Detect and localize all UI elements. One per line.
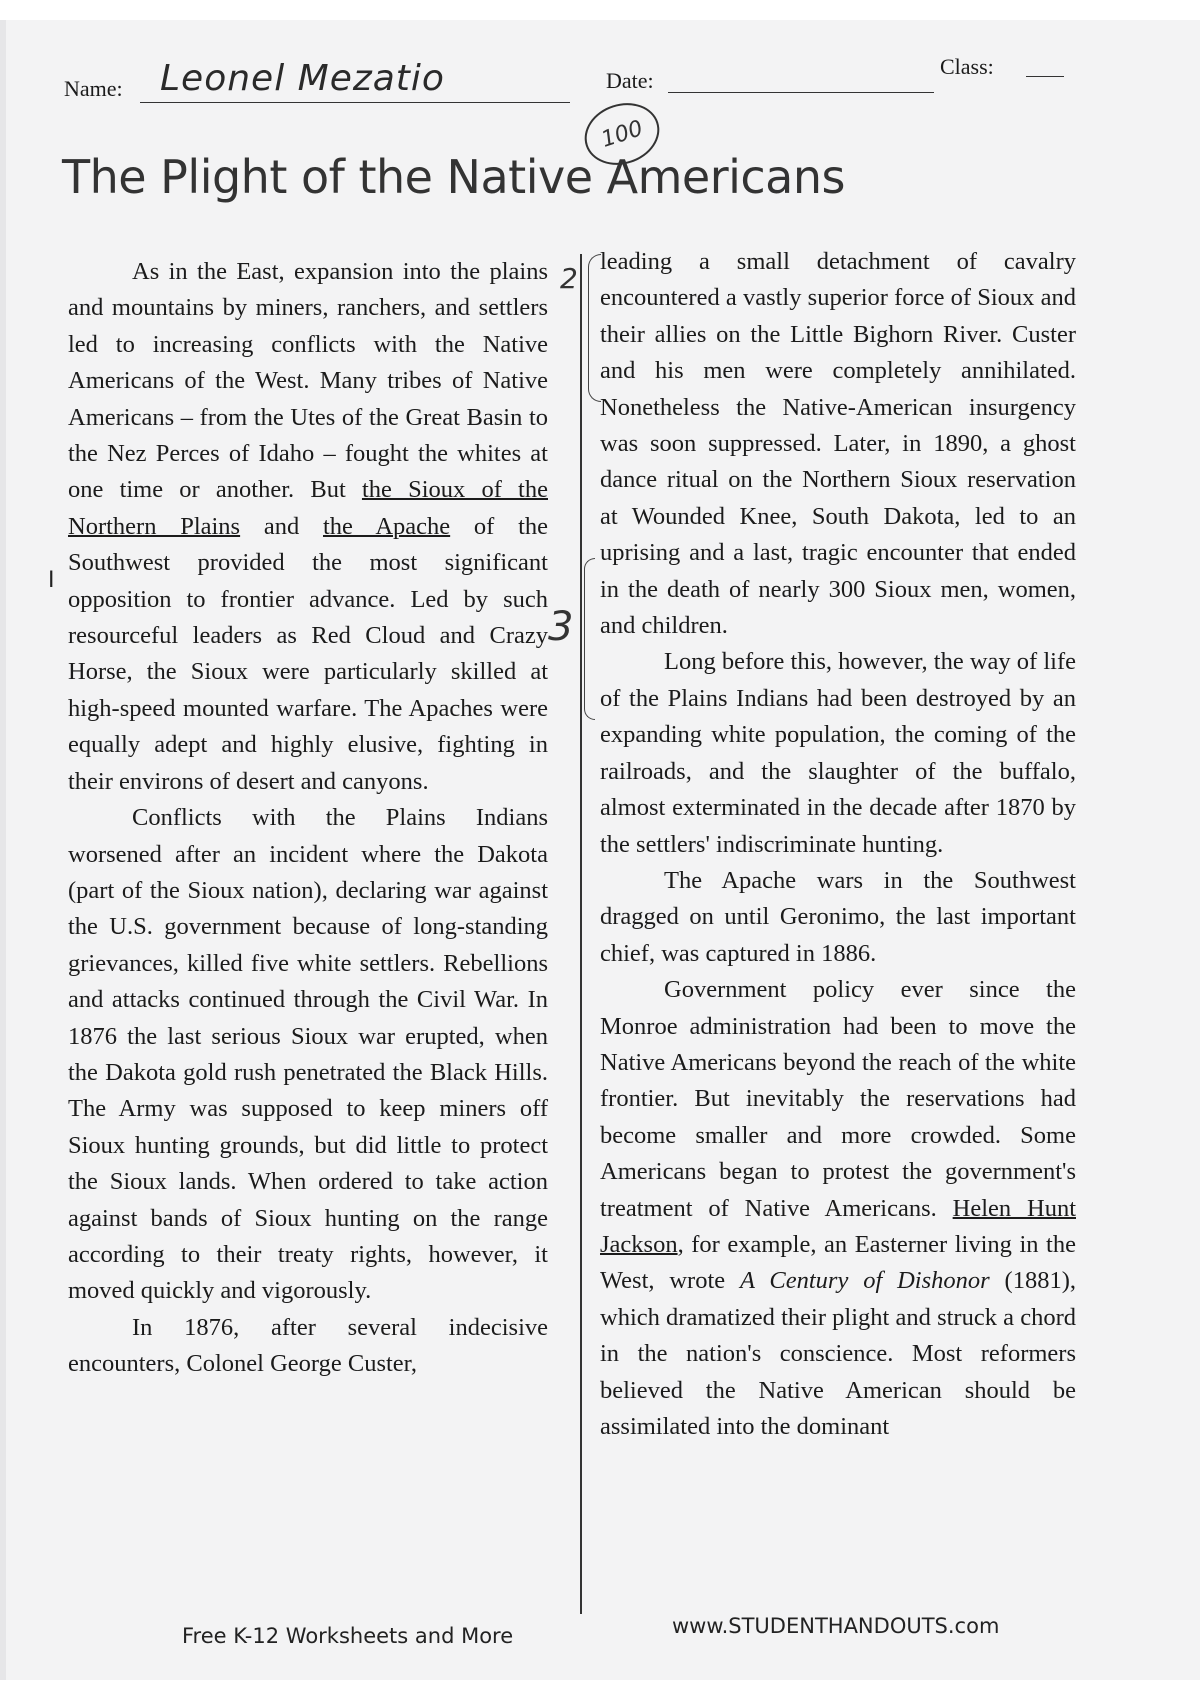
date-label: Date:: [606, 68, 654, 93]
name-line: [140, 102, 570, 103]
date-line: [668, 92, 934, 93]
grade-value: 100: [598, 115, 646, 153]
margin-number-3: 3: [548, 604, 574, 650]
book-title: A Century of Dishonor: [740, 1267, 990, 1295]
margin-tick-mark: I: [48, 568, 55, 593]
page-edge-shadow: [0, 20, 6, 1680]
margin-number-2: 2: [560, 262, 578, 295]
footer-website: www.STUDENTHANDOUTS.com: [672, 1614, 1000, 1638]
page-title: The Plight of the Native Americans: [62, 150, 845, 204]
name-label: Name:: [64, 76, 123, 101]
paragraph: As in the East, expansion into the plains and mountains by miners, ranchers, and settlers led to increasing conflicts with the Native Americans of the West. Many tribes of Native Americans – from the Utes of the Great Basin to the Nez Perces of Idaho – fought the whites at one time or another. But the Sioux of the Northern Plains and the Apache of the Southwest provided the most significant opposition to frontier advance. Led by such resourceful leaders as Red Cloud and Crazy Horse, the Sioux were particularly skilled at high-speed mounted warfare. The Apaches were equally adept and highly elusive, fighting in their environs of desert and canyons.: [68, 258, 549, 795]
paragraph: Conflicts with the Plains Indians worsened after an incident where the Dakota (part of the Sioux nation), declaring war against the U.S. government because of long-standing grievances, killed five white settlers. Rebellions and attacks continued through the Civil War. In 1876 the last serious Sioux war erupted, when the Dakota gold rush penetrated the Black Hills. The Army was supposed to keep miners off Sioux hunting grounds, but did little to protect the Sioux lands. When ordered to take action against bands of Sioux hunting on the range according to their treaty rights, however, it moved quickly and vigorously.: [68, 804, 548, 1305]
class-label: Class:: [940, 54, 994, 79]
margin-bracket-middle: [584, 558, 595, 720]
name-handwriting: Leonel Mezatio: [160, 58, 445, 99]
paragraph: leading a small detachment of cavalry encountered a vastly superior force of Sioux and their allies on the Little Bighorn River. Custer and his men were completely annihilated. Nonetheless the Native-American insurgency was soon suppressed. Later, in 1890, a ghost dance ritual on the Northern Sioux reservation at Wounded Knee, South Dakota, led to an uprising and a last, tragic encounter that ended in the death of nearly 300 Sioux men, women, and children.: [600, 248, 1076, 640]
underlined-phrase: the Sioux of the Northern Plains: [68, 476, 548, 540]
paragraph: Long before this, however, the way of life of the Plains Indians had been destroyed by an expanding white population, the coming of the railroads, and the slaughter of the buffalo, almost exterminated in the decade after 1870 by the settlers' indiscriminate hunting.: [600, 648, 1076, 858]
underlined-phrase: Helen Hunt Jackson: [600, 1194, 1076, 1258]
footer-left-text: Free K-12 Worksheets and More: [182, 1624, 514, 1648]
column-divider: [580, 254, 582, 1614]
right-column: [600, 244, 1076, 1445]
left-column: [68, 254, 548, 1383]
paragraph: In 1876, after several indecisive encounters, Colonel George Custer,: [68, 1313, 548, 1378]
paragraph: The Apache wars in the Southwest dragged on until Geronimo, the last important chief, was captured in 1886.: [600, 866, 1076, 967]
paragraph: Government policy ever since the Monroe administration had been to move the Native Americans beyond the reach of the white frontier. But inevitably the reservations had become smaller and more crowded. Some Americans began to protest the government's treatment of Native Americans. Helen Hunt Jackson, for example, an Easterner living in the West, wrote A Century of Dishonor (1881), which dramatized their plight and struck a chord in the nation's conscience. Most reformers believed the Native American should be assimilated into the dominant: [600, 976, 1076, 1440]
underlined-phrase: the Apache: [323, 512, 451, 540]
class-line: [1026, 76, 1064, 77]
